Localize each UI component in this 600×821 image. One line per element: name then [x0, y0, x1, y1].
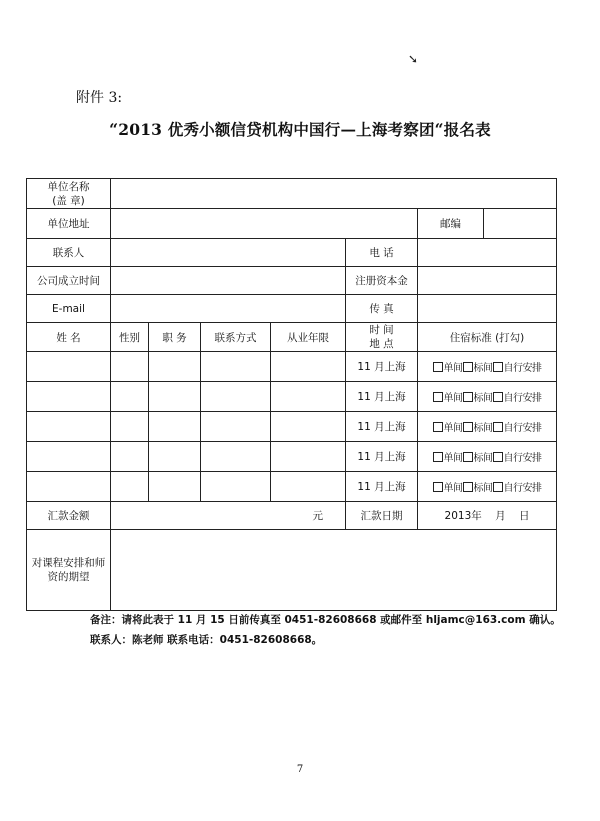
header-time-place: [346, 323, 418, 352]
standard-room-checkbox[interactable]: [463, 362, 473, 372]
attendee-experience-field[interactable]: [271, 382, 346, 412]
email-field[interactable]: [111, 295, 346, 323]
attendee-row: [27, 382, 557, 412]
capital-field[interactable]: [418, 267, 557, 295]
expectation-row: [27, 530, 557, 611]
amount-field[interactable]: [111, 502, 346, 530]
self-arrange-checkbox[interactable]: [493, 422, 503, 432]
self-arrange-label: 自行安排: [503, 453, 542, 464]
payment-row: [27, 502, 557, 530]
attendee-row: [27, 472, 557, 502]
lodging-options: [418, 442, 557, 472]
attendee-gender-field[interactable]: [111, 352, 149, 382]
founded-label: 公司成立时间: [27, 267, 111, 295]
standard-room-label: 标间: [473, 393, 493, 404]
self-arrange-label: 自行安排: [503, 483, 542, 494]
amount-unit: 元: [312, 510, 323, 522]
attendee-position-field[interactable]: [149, 352, 201, 382]
attendee-name-field[interactable]: [27, 352, 111, 382]
unit-name-label: [27, 179, 111, 209]
fax-label: 传 真: [346, 295, 418, 323]
single-room-label: 单间: [443, 423, 463, 434]
email-row: [27, 295, 557, 323]
unit-name-note: (盖 章): [52, 194, 85, 207]
attendee-contact-field[interactable]: [201, 442, 271, 472]
attendee-gender-field[interactable]: [111, 472, 149, 502]
capital-label: 注册资本金: [346, 267, 418, 295]
single-room-checkbox[interactable]: [433, 422, 443, 432]
attendee-time-place: 11 月上海: [346, 472, 418, 502]
lodging-options: [418, 412, 557, 442]
attendee-position-field[interactable]: [149, 442, 201, 472]
unit-name-label-text: 单位名称: [47, 180, 90, 193]
fax-field[interactable]: [418, 295, 557, 323]
standard-room-label: 标间: [473, 423, 493, 434]
standard-room-checkbox[interactable]: [463, 392, 473, 402]
attendee-name-field[interactable]: [27, 442, 111, 472]
single-room-label: 单间: [443, 483, 463, 494]
contact-row: [27, 239, 557, 267]
page-title: “2013 优秀小额信贷机构中国行—上海考察团“报名表: [109, 120, 491, 139]
remarks-block: [90, 610, 560, 650]
postcode-label: 邮编: [418, 209, 484, 239]
single-room-checkbox[interactable]: [433, 392, 443, 402]
self-arrange-label: 自行安排: [503, 363, 542, 374]
registration-form-table: [26, 178, 557, 611]
attendee-time-place: 11 月上海: [346, 442, 418, 472]
attendee-time-place: 11 月上海: [346, 352, 418, 382]
attendee-contact-field[interactable]: [201, 472, 271, 502]
lodging-options: [418, 382, 557, 412]
attendee-gender-field[interactable]: [111, 412, 149, 442]
expectation-label: 对课程安排和师资的期望: [27, 530, 111, 611]
self-arrange-checkbox[interactable]: [493, 392, 503, 402]
attendee-experience-field[interactable]: [271, 412, 346, 442]
lodging-options: [418, 352, 557, 382]
attendee-experience-field[interactable]: [271, 442, 346, 472]
self-arrange-label: 自行安排: [503, 393, 542, 404]
header-gender: 性别: [111, 323, 149, 352]
founded-row: [27, 267, 557, 295]
contact-field[interactable]: [111, 239, 346, 267]
header-experience: 从业年限: [271, 323, 346, 352]
standard-room-checkbox[interactable]: [463, 482, 473, 492]
standard-room-label: 标间: [473, 453, 493, 464]
standard-room-checkbox[interactable]: [463, 422, 473, 432]
header-place: 地 点: [369, 338, 394, 350]
self-arrange-label: 自行安排: [503, 423, 542, 434]
phone-field[interactable]: [418, 239, 557, 267]
unit-name-row: [27, 179, 557, 209]
single-room-label: 单间: [443, 453, 463, 464]
email-label: E-mail: [27, 295, 111, 323]
single-room-checkbox[interactable]: [433, 452, 443, 462]
attendee-time-place: 11 月上海: [346, 412, 418, 442]
attendee-experience-field[interactable]: [271, 472, 346, 502]
attachment-label: 附件 3:: [76, 90, 123, 106]
attendee-experience-field[interactable]: [271, 352, 346, 382]
page-number: 7: [296, 764, 304, 775]
attendee-contact-field[interactable]: [201, 352, 271, 382]
phone-label: 电 话: [346, 239, 418, 267]
address-label: 单位地址: [27, 209, 111, 239]
remit-date-field[interactable]: 2013年 月 日: [418, 502, 557, 530]
attendee-position-field[interactable]: [149, 472, 201, 502]
remit-date-label: 汇款日期: [346, 502, 418, 530]
attendee-gender-field[interactable]: [111, 382, 149, 412]
contact-label: 联系人: [27, 239, 111, 267]
self-arrange-checkbox[interactable]: [493, 362, 503, 372]
expectation-field[interactable]: [111, 530, 557, 611]
attendee-contact-field[interactable]: [201, 382, 271, 412]
standard-room-label: 标间: [473, 483, 493, 494]
attendee-position-field[interactable]: [149, 412, 201, 442]
address-row: [27, 209, 557, 239]
attendee-name-field[interactable]: [27, 382, 111, 412]
header-position: 职 务: [149, 323, 201, 352]
postcode-field[interactable]: [484, 209, 557, 239]
header-time: 时 间: [369, 324, 394, 336]
attendee-position-field[interactable]: [149, 382, 201, 412]
attendee-row: [27, 352, 557, 382]
amount-label: 汇款金额: [27, 502, 111, 530]
single-room-checkbox[interactable]: [433, 362, 443, 372]
header-name: 姓 名: [27, 323, 111, 352]
remarks-contact: 联系人：陈老师 联系电话：0451-82608668。: [90, 634, 323, 646]
single-room-checkbox[interactable]: [433, 482, 443, 492]
attendee-row: [27, 412, 557, 442]
attendee-time-place: 11 月上海: [346, 382, 418, 412]
attendee-contact-field[interactable]: [201, 412, 271, 442]
standard-room-label: 标间: [473, 363, 493, 374]
self-arrange-checkbox[interactable]: [493, 452, 503, 462]
remarks-note: 备注：请将此表于 11 月 15 日前传真至 0451-82608668 或邮件至 hljamc@163.com 确认。: [90, 614, 561, 626]
attendee-row: [27, 442, 557, 472]
standard-room-checkbox[interactable]: [463, 452, 473, 462]
single-room-label: 单间: [443, 393, 463, 404]
header-contact-method: 联系方式: [201, 323, 271, 352]
attendee-header-row: [27, 323, 557, 352]
attendee-name-field[interactable]: [27, 472, 111, 502]
single-room-label: 单间: [443, 363, 463, 374]
lodging-options: [418, 472, 557, 502]
address-field[interactable]: [111, 209, 418, 239]
scan-mark: ➘: [408, 52, 419, 66]
self-arrange-checkbox[interactable]: [493, 482, 503, 492]
header-lodging: 住宿标准 (打勾): [418, 323, 557, 352]
attendee-gender-field[interactable]: [111, 442, 149, 472]
founded-field[interactable]: [111, 267, 346, 295]
unit-name-field[interactable]: [111, 179, 557, 209]
attendee-name-field[interactable]: [27, 412, 111, 442]
